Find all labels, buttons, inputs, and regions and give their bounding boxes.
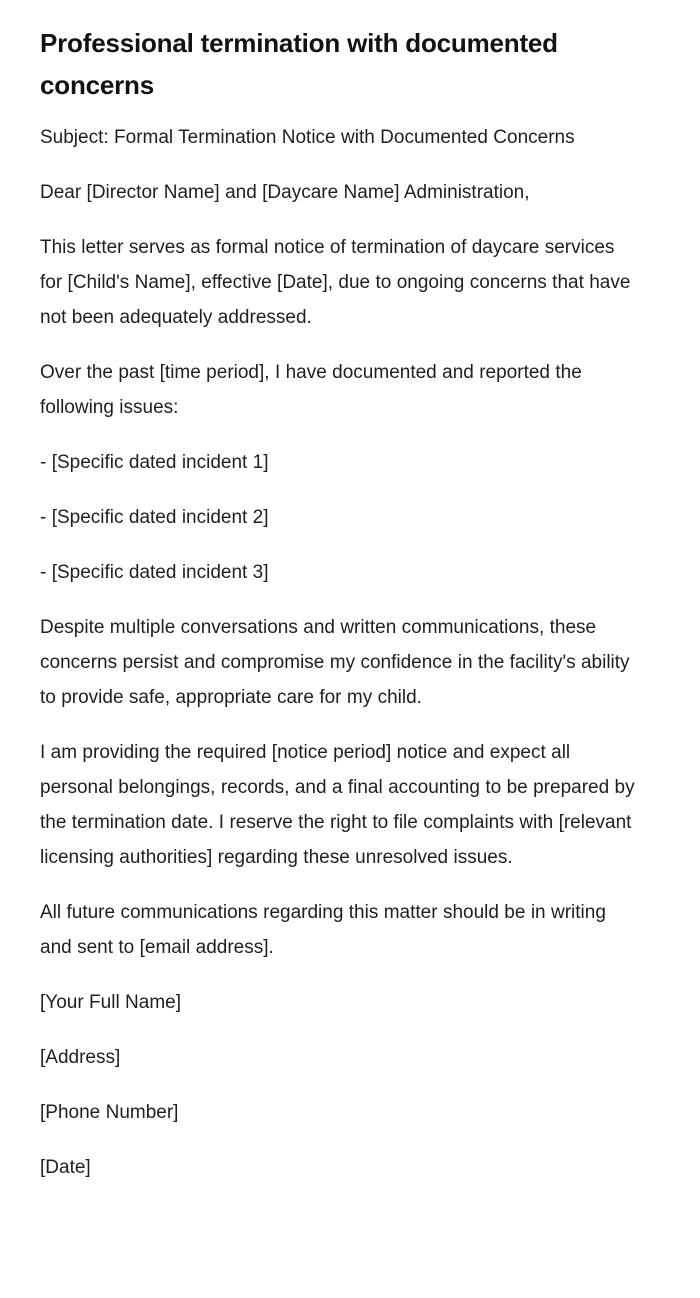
incident-list-item: - [Specific dated incident 2]	[40, 507, 269, 528]
incident-list-item: - [Specific dated incident 3]	[40, 562, 269, 583]
signature-line: [Date]	[40, 1157, 91, 1178]
signature-line: [Address]	[40, 1047, 121, 1068]
subject-line: Subject: Formal Termination Notice with Documented Concerns	[40, 127, 575, 148]
signature-line: [Your Full Name]	[40, 992, 182, 1013]
salutation-line: Dear [Director Name] and [Daycare Name] Administration,	[40, 182, 530, 203]
signature-line: [Phone Number]	[40, 1102, 179, 1123]
body-paragraph: All future communications regarding this matter should be in writing and sent to [email address].	[40, 902, 606, 958]
body-paragraph: This letter serves as formal notice of termination of daycare services for [Child's Name], effective [Date], due to ongoing concerns that have not been adequately addressed.	[40, 237, 631, 328]
body-paragraph: Over the past [time period], I have documented and reported the following issues:	[40, 362, 582, 418]
incident-list-item: - [Specific dated incident 1]	[40, 452, 269, 473]
body-paragraph: I am providing the required [notice period] notice and expect all personal belongings, records, and a final accounting to be prepared by the termination date. I reserve the right to file complaints with [relevant licensing authorities] regarding these unresolved issues.	[40, 742, 635, 868]
page-title: Professional termination with documented concerns	[40, 28, 558, 100]
body-paragraph: Despite multiple conversations and written communications, these concerns persist and compromise my confidence in the facility's ability to provide safe, appropriate care for my child.	[40, 617, 630, 708]
letter-body	[40, 106, 640, 1185]
